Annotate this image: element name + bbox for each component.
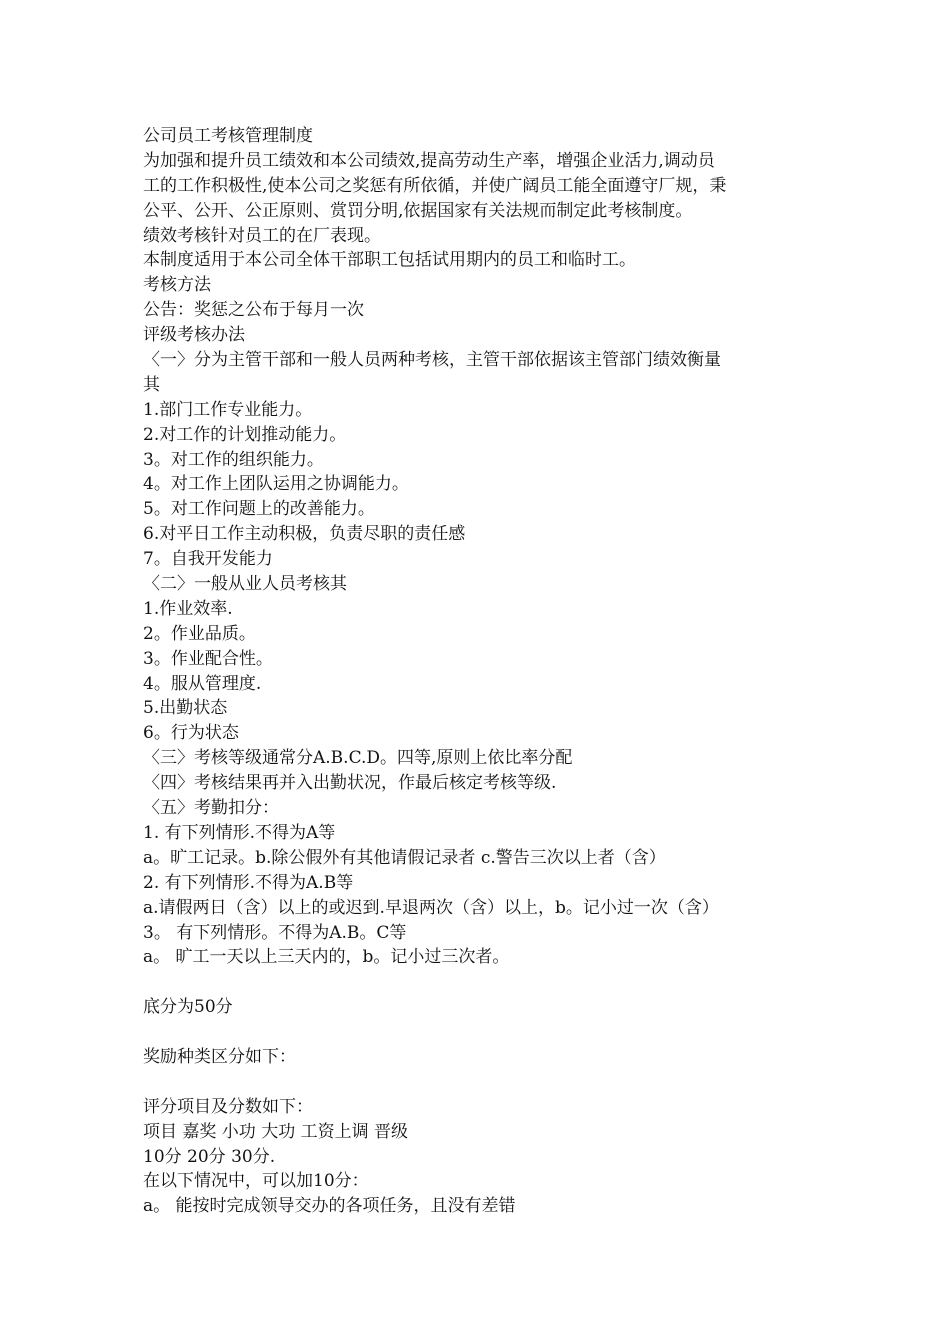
staff-item: 6。行为状态 <box>143 723 239 744</box>
section5-heading: 〈五〉考勤扣分： <box>143 798 279 819</box>
bonus-item-a: a。 能按时完成领导交办的各项任务，且没有差错 <box>143 1196 516 1217</box>
section1-line: 其 <box>143 374 160 395</box>
document-title: 公司员工考核管理制度 <box>143 126 313 146</box>
scoring-values: 10分 20分 30分. <box>143 1146 276 1167</box>
scoring-items: 项目 嘉奖 小功 大功 工资上调 晋级 <box>143 1121 409 1142</box>
deduction-line: 3。 有下列情形。不得为A.B。C等 <box>143 922 407 943</box>
deduction-line: a。旷工记录。b.除公假外有其他请假记录者 c.警告三次以上者（含） <box>143 847 666 868</box>
blank-line <box>143 1020 823 1045</box>
deduction-line: 2. 有下列情形.不得为A.B等 <box>143 872 354 893</box>
manager-item: 7。自我开发能力 <box>143 549 273 570</box>
staff-item: 3。作业配合性。 <box>143 648 273 669</box>
manager-item: 4。对工作上团队运用之协调能力。 <box>143 474 409 495</box>
intro-line: 工的工作积极性,使本公司之奖惩有所依循，并使广阔员工能全面遵守厂规，秉 <box>143 175 727 196</box>
manager-item: 1.部门工作专业能力。 <box>143 399 313 420</box>
staff-item: 5.出勤状态 <box>143 698 228 719</box>
manager-item: 6.对平日工作主动积极，负责尽职的责任感 <box>143 524 466 545</box>
intro-line: 绩效考核针对员工的在厂表现。 <box>143 225 381 246</box>
scoring-heading: 评分项目及分数如下： <box>143 1096 313 1117</box>
section2-heading: 〈二〉一般从业人员考核其 <box>143 574 347 595</box>
blank-line <box>143 1070 823 1095</box>
intro-line: 本制度适用于本公司全体干部职工包括试用期内的员工和临时工。 <box>143 250 636 271</box>
staff-item: 2。作业品质。 <box>143 623 256 644</box>
manager-item: 3。对工作的组织能力。 <box>143 449 324 470</box>
deduction-line: 1. 有下列情形.不得为A等 <box>143 822 336 843</box>
manager-item: 5。对工作问题上的改善能力。 <box>143 499 375 520</box>
manager-item: 2.对工作的计划推动能力。 <box>143 424 347 445</box>
section1-line: 〈一〉分为主管干部和一般人员两种考核，主管干部依据该主管部门绩效衡量 <box>143 350 721 371</box>
section4: 〈四〉考核结果再并入出勤状况，作最后核定考核等级. <box>143 773 557 794</box>
method-heading: 考核方法 <box>143 275 211 296</box>
reward-types: 奖励种类区分如下： <box>143 1046 296 1067</box>
staff-item: 1.作业效率. <box>143 598 233 619</box>
base-score: 底分为50分 <box>143 997 233 1018</box>
announcement: 公告：奖惩之公布于每月一次 <box>143 300 364 321</box>
document-body <box>143 124 823 1219</box>
bonus-condition: 在以下情况中，可以加10分： <box>143 1171 369 1192</box>
section3: 〈三〉考核等级通常分A.B.C.D。四等,原则上依比率分配 <box>143 748 573 769</box>
blank-line <box>143 970 823 995</box>
deduction-line: a。 旷工一天以上三天内的，b。记小过三次者。 <box>143 947 510 968</box>
intro-line: 公平、公开、公正原则、赏罚分明,依据国家有关法规而制定此考核制度。 <box>143 200 693 221</box>
deduction-line: a.请假两日（含）以上的或迟到.早退两次（含）以上，b。记小过一次（含） <box>143 897 719 918</box>
intro-line: 为加强和提升员工绩效和本公司绩效,提高劳动生产率，增强企业活力,调动员 <box>143 150 715 171</box>
staff-item: 4。服从管理度. <box>143 673 262 694</box>
rating-heading: 评级考核办法 <box>143 325 245 346</box>
